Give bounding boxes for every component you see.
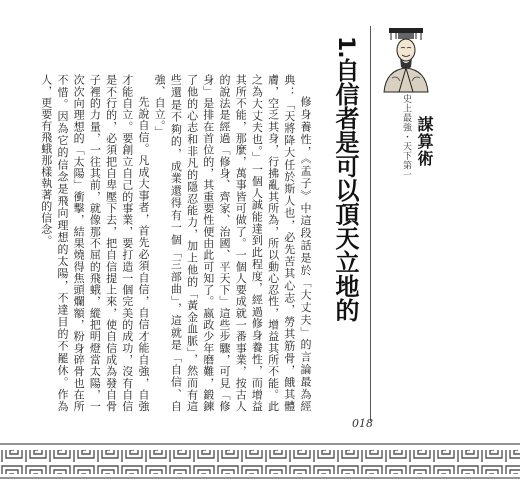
- emperor-portrait-icon: [378, 26, 434, 92]
- margin-rule: [370, 26, 371, 421]
- chapter-heading: [330, 36, 360, 322]
- paragraph: 先說自信。凡成大事者，首先必須自信，自信才能自強，自強才能自立。要創立自己的事業，要打造一個完美的成功，沒有自信是不行的，必須把自卑壓下去，把自信提上來，使自信成為發自骨子裡的力量，一往其前，就像那不屈的飛蛾，縱把明燈當太陽，一次次向理想的「太陽」衝擊，結果燒得焦頭爛額，粉身碎骨也在所不惜。因為它的信念是飛向理想的太陽，不達目的不罷休。作為人，更要有飛蛾那樣執著的信念。: [39, 74, 150, 412]
- paragraph: 修身養性，《孟子》中這段話是於「大丈夫」的言論最為經典：「天將降大任於斯人也，必先苦其心志，勞其筋骨，餓其體膚，空乏其身，行拂亂其所為，所以動心忍性，增益其所不能。此之為大丈夫也。」一個人誠能達到此程度，經過修身養性，而增益其所不能，那麼，萬事皆可做了。一個人要成就一番事業，按古人的說法是經過「修身、齊家、治國、平天下」這些步驟，可見「修身」是排在首位的，其重要性便由此可知了。嬴政少年磨難，鍛鍊了他的心志和非凡的隱忍能力，加上他的「黃金血脈」，然而有這些還是不夠的，成業還得有一個「三部曲」，這就是「自信、自強、自立。」: [153, 74, 312, 412]
- book-title: 謀算術: [415, 116, 434, 167]
- page-number: 018: [352, 417, 373, 430]
- fret-border-ornament: [0, 440, 520, 500]
- body-text: [39, 74, 313, 412]
- chapter-number: 1.: [333, 36, 358, 58]
- series-name: 史上最強・天下第一: [401, 94, 411, 180]
- chapter-title: 自信者是可以頂天立地的: [331, 57, 359, 322]
